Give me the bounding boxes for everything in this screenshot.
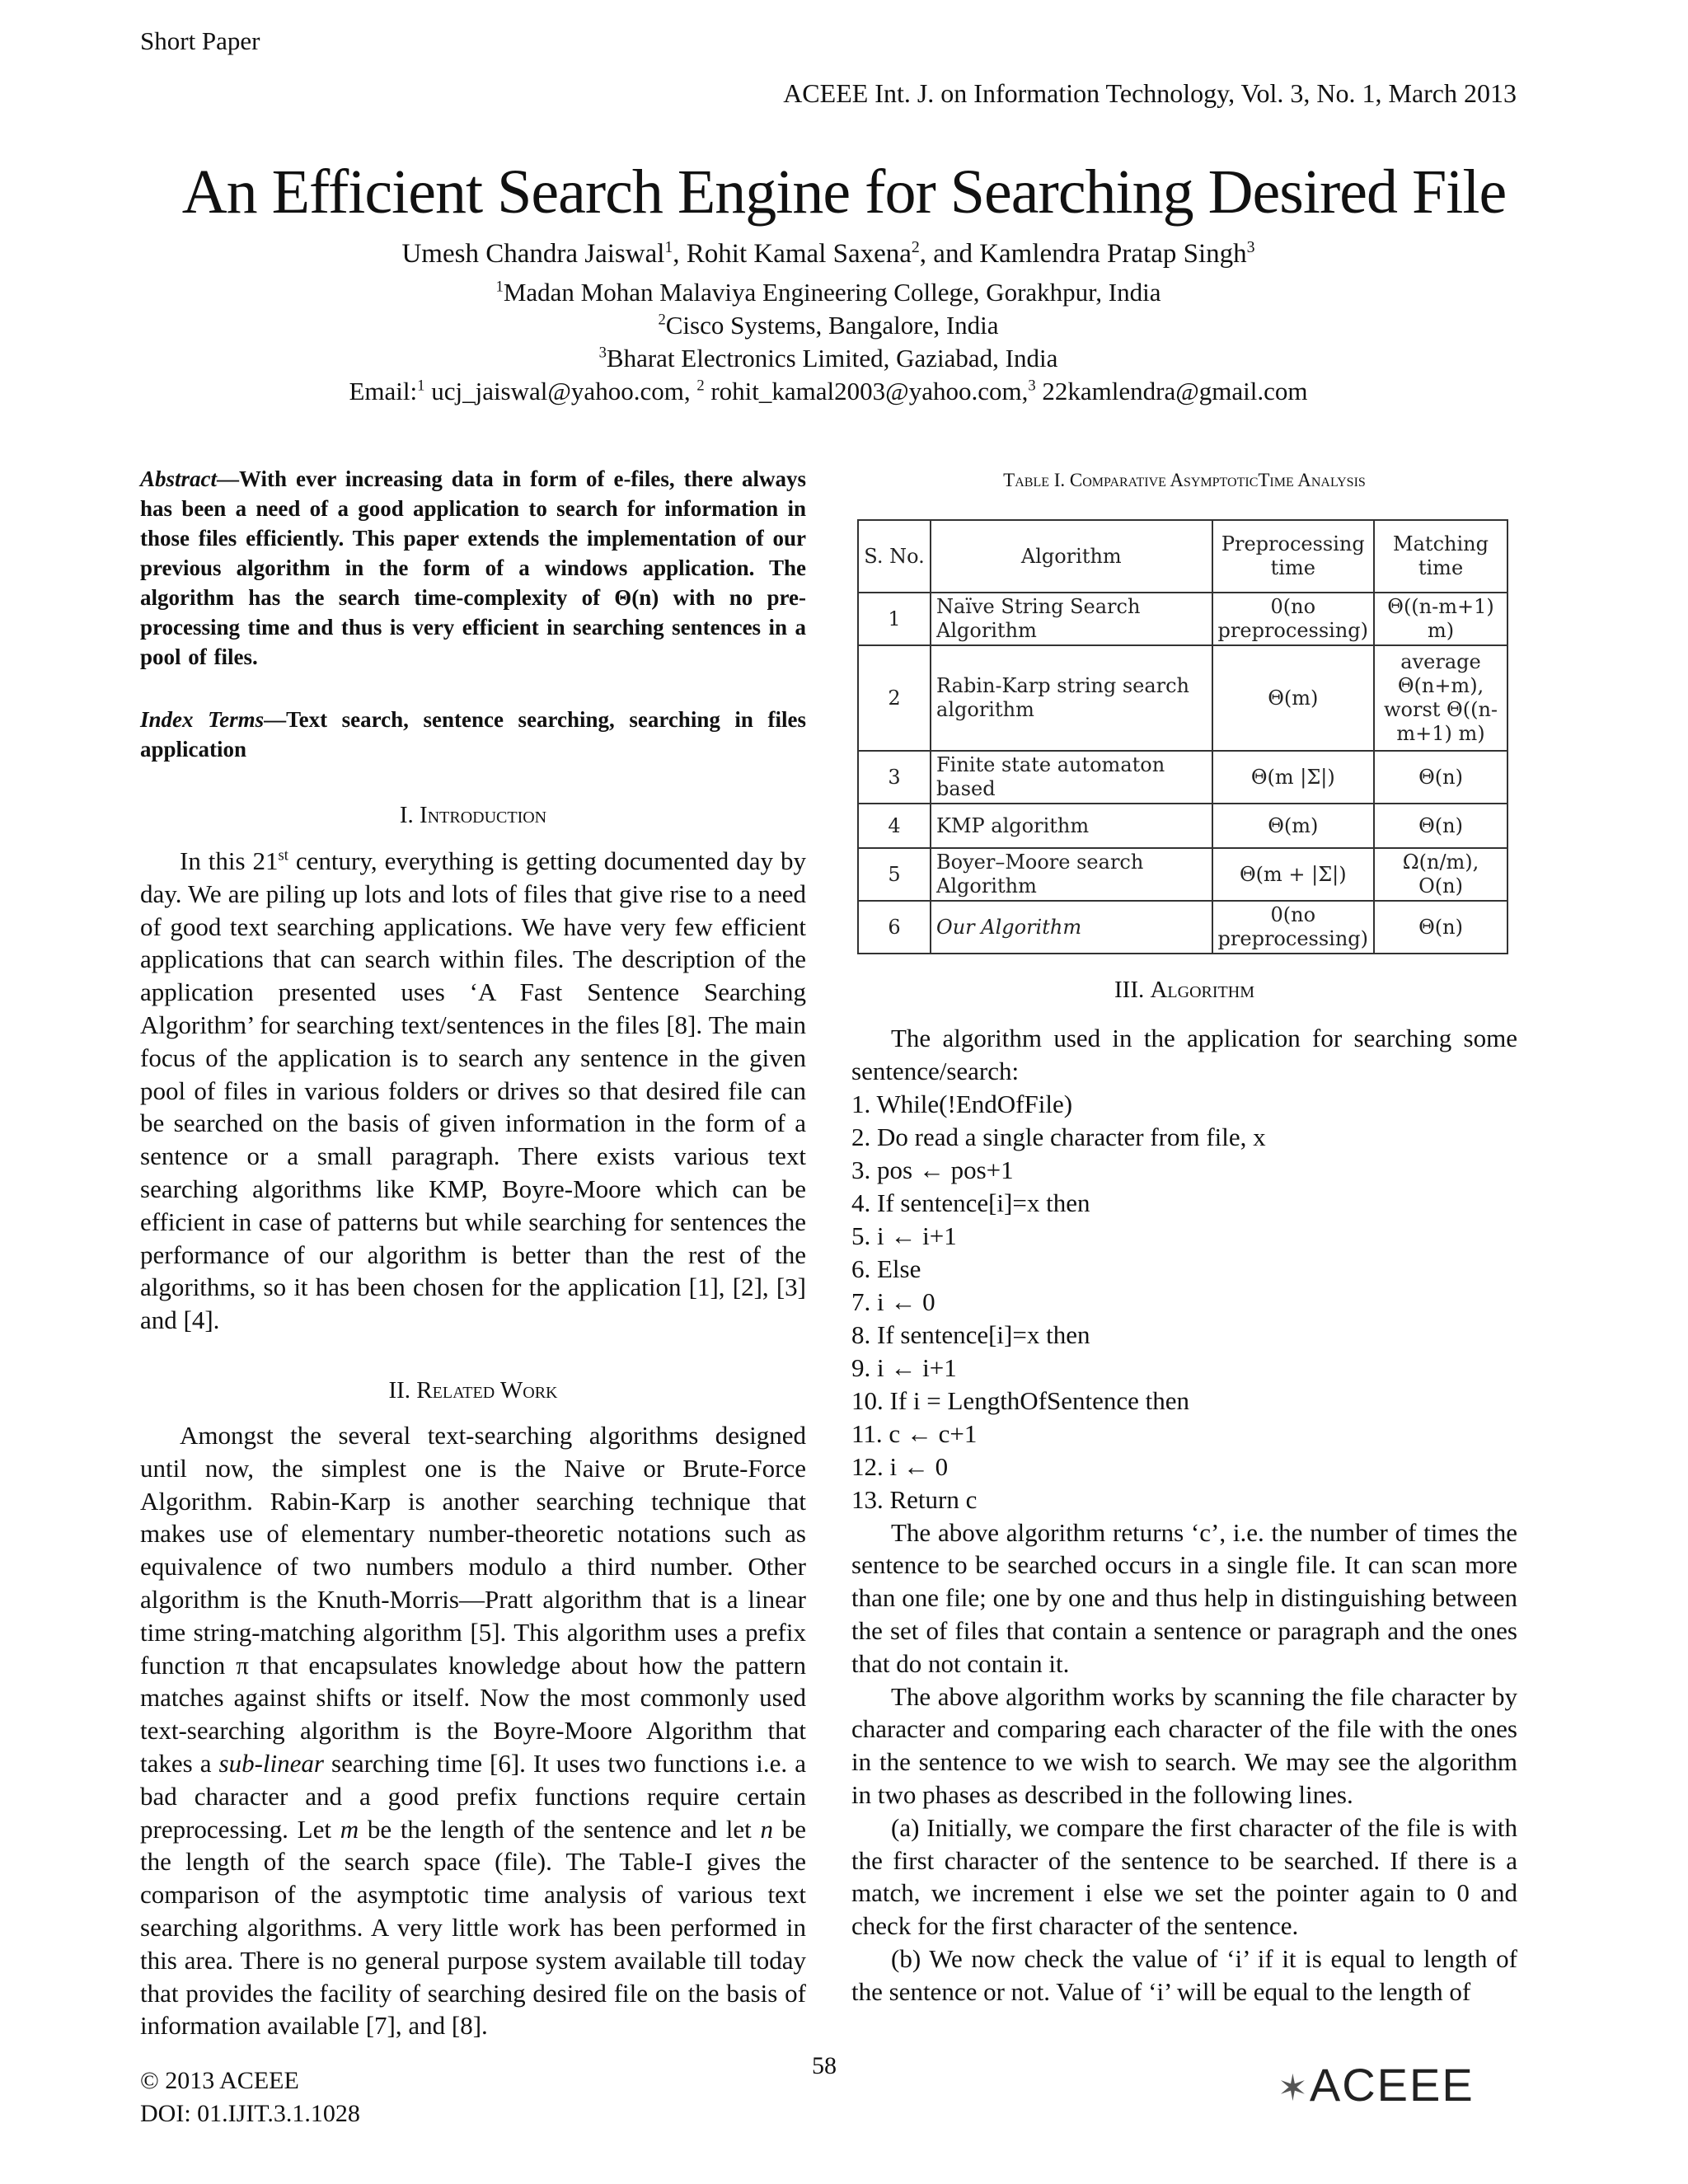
introduction-paragraph: In this 21st century, everything is getting documented day by day. We are piling up lots and lots of files that give rise to a need of good text searching applications. We have very few efficient applications that can search within files. The description of the application presented uses ‘A Fast Sentence Searching Algorithm’ for searching text/sentences in the files [8]. The main focus of the application is to search any sentence in the given pool of files in various folders or drives so that desired file can be searched on the basis of given information in the form of a sentence or a small paragraph. There exists various text searching algorithms like KMP, Boyre-Moore which can be efficient in case of patterns but while searching for sentences the performance of our algorithm is better than the rest of the algorithms, so it has been chosen for the application [1], [2], [3] and [4]. <box>140 846 806 1335</box>
table-cell: Θ(m) <box>1212 645 1374 751</box>
affiliation-2: $^2$Cisco Systems, Bangalore, India <box>658 311 999 340</box>
copyright: © 2013 ACEEE <box>140 2067 299 2094</box>
table-cell: Θ(m) <box>1212 804 1374 848</box>
section-tag: Short Paper <box>140 26 260 55</box>
star-icon: ✶ <box>1278 2068 1310 2109</box>
section-heading-related-work: II. Related Work <box>388 1377 558 1404</box>
table-cell: Our Algorithm <box>931 901 1212 954</box>
affiliation-1: $^1$Madan Mohan Malaviya Engineering College, Gorakhpur, India <box>495 278 1161 307</box>
doi: DOI: 01.IJIT.3.1.1028 <box>140 2100 360 2127</box>
table-header: Matching time <box>1374 520 1507 593</box>
algorithm-step: 1. While(!EndOfFile) <box>851 1089 1073 1118</box>
table-row <box>858 751 1507 804</box>
table-row <box>858 848 1507 901</box>
table-caption: Table I. Comparative AsymptoticTime Analysis <box>1003 470 1366 490</box>
table-cell: Finite state automaton based <box>931 751 1212 804</box>
comparison-table <box>857 519 1508 954</box>
table-row <box>858 804 1507 848</box>
affiliation-3: $^3$Bharat Electronics Limited, Gaziabad, India <box>598 344 1058 373</box>
table-cell: 1 <box>858 593 931 645</box>
table-cell: average Θ(n+m), worst Θ((n-m+1) m) <box>1374 645 1507 751</box>
related-work-paragraph: Amongst the several text-searching algorithms designed until now, the simplest one is the Naive or Brute-Force Algorithm. Rabin-Karp is another searching technique that makes use of elementary number-theoretic notations such as equivalence of two numbers modulo a third number. Other algorithm is the Knuth-Morris—Pratt algorithm that is a linear time string-matching algorithm [5]. This algorithm uses a prefix function π that encapsulates knowledge about how the pattern matches against shifts or itself. Now the most commonly used text-searching algorithm is the Boyre-Moore Algorithm that takes a sub-linear searching time [6]. It uses two functions i.e. a bad character and a good prefix functions require certain preprocessing. Let m be the length of the sentence and let n be the length of the search space (file). The Table-I gives the comparison of the asymptotic time analysis of various text searching algorithms. A very little work has been performed in this area. There is no general purpose system available till today that provides the facility of searching desired file on the basis of information available [7], and [8]. <box>140 1421 806 2041</box>
table-cell: 2 <box>858 645 931 751</box>
section-heading-introduction: I. Introduction <box>399 802 547 828</box>
table-cell: Θ(n) <box>1374 901 1507 954</box>
table-cell: 0(no preprocessing) <box>1212 901 1374 954</box>
table-cell: 5 <box>858 848 931 901</box>
algorithm-step: 11. c ← c+1 <box>851 1418 978 1448</box>
algorithm-step: 12. i ← 0 <box>851 1451 949 1481</box>
table-cell: Θ((n-m+1) m) <box>1374 593 1507 645</box>
algorithm-step: 10. If i = LengthOfSentence then <box>851 1385 1190 1415</box>
author-list: Umesh Chandra Jaiswal$^1$, Rohit Kamal Saxena$^2$, and Kamlendra Pratap Singh$^3$ <box>401 238 1255 269</box>
section-heading-algorithm: III. Algorithm <box>1114 977 1254 1003</box>
table-header: S. No. <box>858 520 931 593</box>
abstract: Abstract—With ever increasing data in form of e-files, there always has been a need of a good application to search for information in those files efficiently. This paper extends the implementation of our previous algorithm in the form of a windows application. The algorithm has the search time-complexity of Θ(n) with no pre-processing time and thus is very efficient in searching sentences in a pool of files. <box>140 466 806 669</box>
table-cell: Rabin-Karp string search algorithm <box>931 645 1212 751</box>
table-cell: 6 <box>858 901 931 954</box>
table-cell: Θ(m + |Σ|) <box>1212 848 1374 901</box>
algorithm-paragraph: The above algorithm returns ‘c’, i.e. the number of times the sentence to be searched occurs in a single file. It can scan more than one file; one by one and thus help in distinguishing between the set of files that contain a sentence or paragraph and the ones that do not contain it. <box>851 1517 1517 1678</box>
publisher-logo: ✶ACEEE <box>1278 2059 1475 2111</box>
table-cell: Naïve String Search Algorithm <box>931 593 1212 645</box>
table-cell: Θ(n) <box>1374 751 1507 804</box>
footer-info <box>140 2064 360 2130</box>
table-cell: Θ(n) <box>1374 804 1507 848</box>
table-cell: 0(no preprocessing) <box>1212 593 1374 645</box>
algorithm-step: 4. If sentence[i]=x then <box>851 1188 1090 1217</box>
table-header: Preprocessing time <box>1212 520 1374 593</box>
table-cell: Ω(n/m), O(n) <box>1374 848 1507 901</box>
algorithm-paragraph: The above algorithm works by scanning the file character by character and comparing each character of the file with the ones in the sentence to we wish to search. We may see the algorithm in two phases as described in the following lines. <box>851 1681 1517 1809</box>
algorithm-step: 8. If sentence[i]=x then <box>851 1319 1090 1349</box>
algorithm-steps <box>851 1088 1517 1516</box>
algorithm-intro: The algorithm used in the application for searching some sentence/search: <box>851 1024 1517 1085</box>
table-header-row <box>858 520 1507 593</box>
journal-header: ACEEE Int. J. on Information Technology, Vol. 3, No. 1, March 2013 <box>783 78 1517 108</box>
page-number: 58 <box>812 2052 837 2079</box>
table-cell: 3 <box>858 751 931 804</box>
algorithm-body <box>851 1022 1517 2008</box>
table-cell: Θ(m |Σ|) <box>1212 751 1374 804</box>
table-cell: Boyer–Moore search Algorithm <box>931 848 1212 901</box>
table-cell: KMP algorithm <box>931 804 1212 848</box>
algorithm-step: 6. Else <box>851 1254 921 1283</box>
algorithm-step: 3. pos ← pos+1 <box>851 1155 1014 1184</box>
paper-title: An Efficient Search Engine for Searching Desired File <box>181 157 1507 227</box>
algorithm-paragraph: (b) We now check the value of ‘i’ if it is equal to length of the sentence or not. Value of ‘i’ will be equal to the length of <box>851 1943 1517 2006</box>
table-row <box>858 593 1507 645</box>
email-line: Email:$^1$ ucj_jaiswal@yahoo.com, $^2$ rohit_kamal2003@yahoo.com,$^3$ 22kamlendra@gmail.com <box>349 377 1308 405</box>
algorithm-paragraph: (a) Initially, we compare the first character of the file is with the first character of the sentence to be searched. If there is a match, we increment i else we set the pointer again to 0 and check for the first character of the sentence. <box>851 1812 1517 1941</box>
algorithm-step: 9. i ← i+1 <box>851 1352 957 1382</box>
algorithm-step: 13. Return c <box>851 1484 978 1514</box>
table-row <box>858 645 1507 751</box>
algorithm-step: 2. Do read a single character from file, x <box>851 1122 1266 1151</box>
table-cell: 4 <box>858 804 931 848</box>
algorithm-step: 5. i ← i+1 <box>851 1221 957 1250</box>
index-terms: Index Terms—Text search, sentence searching, searching in files application <box>140 707 806 762</box>
table-row <box>858 901 1507 954</box>
table-header: Algorithm <box>931 520 1212 593</box>
algorithm-step: 7. i ← 0 <box>851 1286 935 1316</box>
